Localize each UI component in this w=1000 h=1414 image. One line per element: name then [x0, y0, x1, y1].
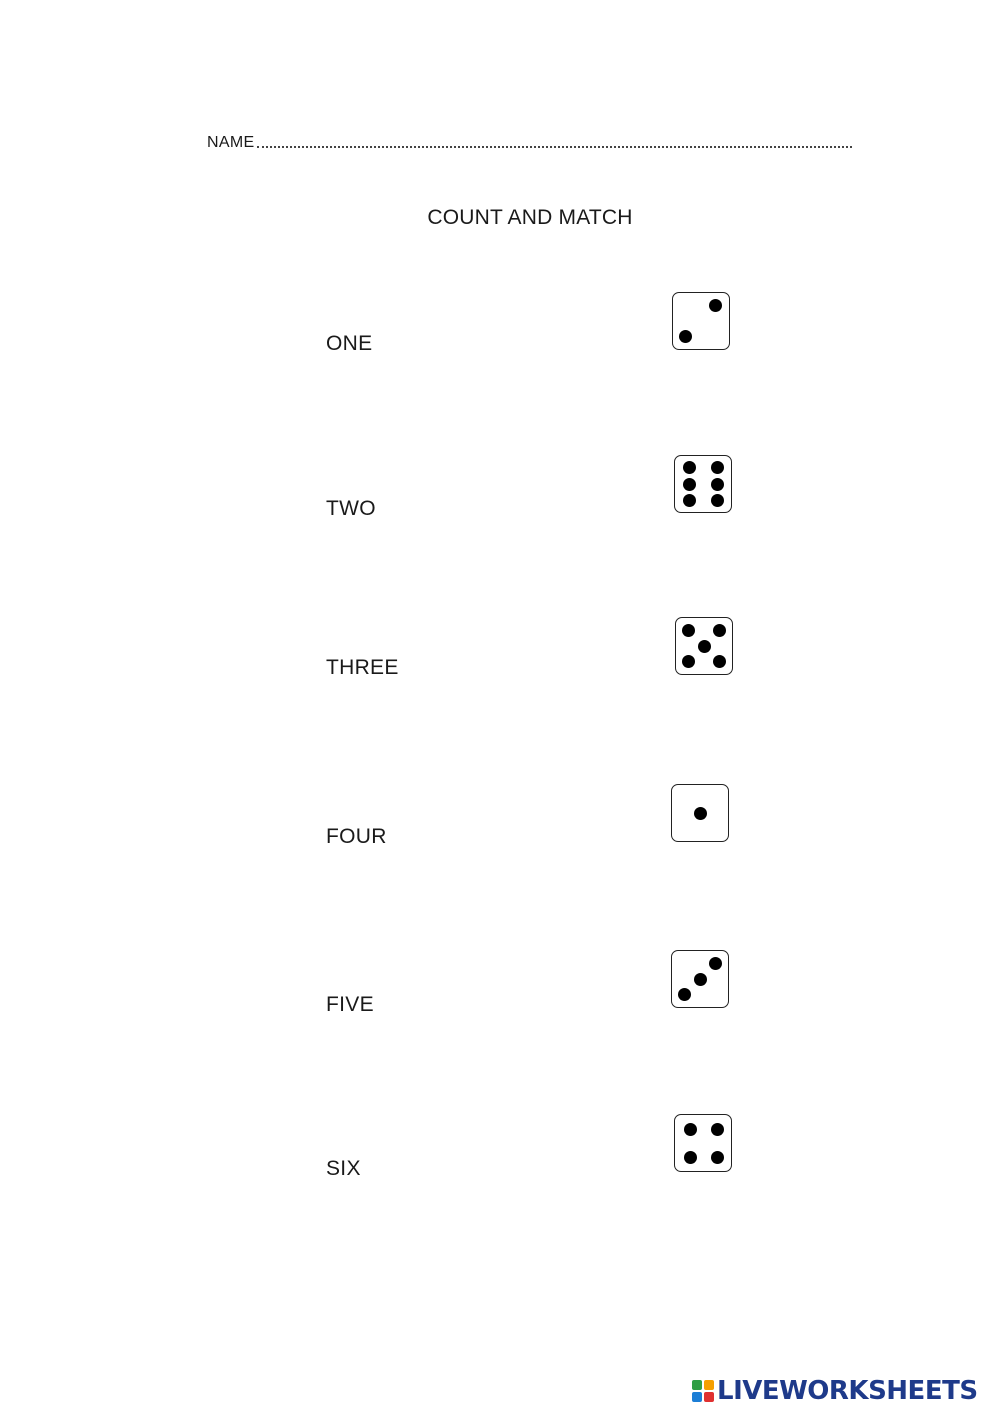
- die-pip: [713, 655, 726, 668]
- die-pip: [678, 988, 691, 1001]
- name-field: [207, 130, 852, 152]
- die-four-icon[interactable]: [674, 1114, 732, 1172]
- page-title: COUNT AND MATCH: [427, 206, 633, 229]
- word-five[interactable]: FIVE: [326, 993, 374, 1016]
- die-pip: [711, 494, 724, 507]
- die-pip: [711, 1123, 724, 1136]
- word-four[interactable]: FOUR: [326, 825, 387, 848]
- word-six[interactable]: SIX: [326, 1157, 361, 1180]
- die-one-icon[interactable]: [671, 784, 729, 842]
- name-label: NAME: [207, 134, 255, 151]
- word-three[interactable]: THREE: [326, 656, 399, 679]
- die-pip: [684, 1151, 697, 1164]
- die-five-icon[interactable]: [675, 617, 733, 675]
- word-two[interactable]: TWO: [326, 497, 376, 520]
- die-pip: [709, 299, 722, 312]
- die-pip: [694, 807, 707, 820]
- die-pip: [684, 1123, 697, 1136]
- die-pip: [682, 624, 695, 637]
- die-pip: [683, 478, 696, 491]
- die-pip: [713, 624, 726, 637]
- die-pip: [711, 1151, 724, 1164]
- die-pip: [711, 461, 724, 474]
- die-pip: [698, 640, 711, 653]
- name-write-line[interactable]: [257, 145, 852, 148]
- brand-name: LIVEWORKSHEETS: [717, 1376, 978, 1406]
- die-pip: [683, 494, 696, 507]
- die-two-icon[interactable]: [672, 292, 730, 350]
- die-pip: [679, 330, 692, 343]
- die-three-icon[interactable]: [671, 950, 729, 1008]
- die-pip: [694, 973, 707, 986]
- die-pip: [709, 957, 722, 970]
- liveworksheets-logo-icon: [692, 1380, 714, 1402]
- die-pip: [683, 461, 696, 474]
- die-pip: [711, 478, 724, 491]
- liveworksheets-logo: [692, 1374, 978, 1408]
- word-one[interactable]: ONE: [326, 332, 373, 355]
- die-pip: [682, 655, 695, 668]
- die-six-icon[interactable]: [674, 455, 732, 513]
